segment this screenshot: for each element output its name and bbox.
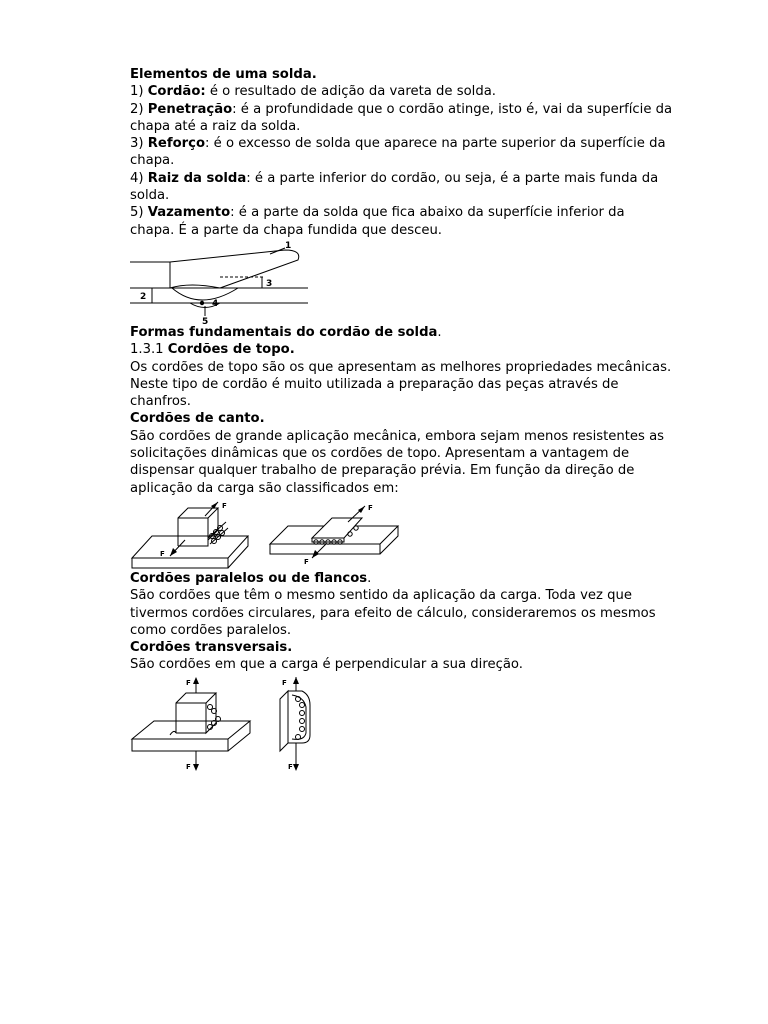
- force-label: F: [222, 501, 227, 510]
- force-label: F: [368, 503, 373, 512]
- figure-label-2: 2: [140, 291, 147, 302]
- force-label: F: [186, 762, 191, 771]
- figure-label-5: 5: [202, 316, 209, 324]
- paragraph-topo-line-1: Os cordões de topo são os que apresentam as melhores propriedades mecânicas.: [130, 359, 672, 375]
- section-title-elementos: Elementos de uma solda.: [130, 67, 317, 82]
- list-item-vazamento-cont: chapa. É a parte da chapa fundida que desceu.: [130, 222, 442, 238]
- subsection-title-paralelos: Cordões paralelos ou de flancos.: [130, 570, 372, 586]
- paragraph-canto-line-3: dispensar qualquer trabalho de preparação prévia. Em função da direção de: [130, 463, 635, 479]
- paragraph-topo-line-2: Neste tipo de cordão é muito utilizada a preparação das peças através de: [130, 376, 619, 392]
- paragraph-topo-line-3: chanfros.: [130, 394, 191, 410]
- figure-label-4: 4: [212, 298, 219, 309]
- document-page: [130, 66, 730, 773]
- subsection-title-transversais: Cordões transversais.: [130, 640, 293, 656]
- list-item-reforco: 3) Reforço: é o excesso de solda que aparece na parte superior da superfície da: [130, 136, 666, 152]
- list-item-penetracao: 2) Penetração: é a profundidade que o cordão atinge, isto é, vai da superfície da: [130, 101, 673, 117]
- fillet-weld-load-diagram: [130, 500, 400, 570]
- paragraph-paralelos-line-2: tivermos cordões circulares, para efeito de cálculo, consideraremos os mesmos: [130, 605, 656, 621]
- figure-label-1: 1: [285, 240, 292, 251]
- force-arrow-icon: [193, 677, 199, 684]
- force-label: F: [304, 557, 309, 566]
- force-arrow-icon: [293, 677, 299, 684]
- force-arrow-icon: [193, 764, 199, 771]
- list-item-penetracao-cont: chapa até a raiz da solda.: [130, 118, 301, 134]
- list-item-raiz: 4) Raiz da solda: é a parte inferior do cordão, ou seja, é a parte mais funda da: [130, 170, 659, 186]
- root-point-icon: [200, 301, 204, 305]
- paragraph-canto-line-4: aplicação da carga são classificados em:: [130, 480, 399, 496]
- paragraph-transversais-line-1: São cordões em que a carga é perpendicular a sua direção.: [130, 657, 523, 673]
- transverse-weld-load-diagram: [130, 677, 330, 773]
- paragraph-canto-line-2: solicitações dinâmicas que os cordões de topo. Apresentam a vantagem de: [130, 446, 630, 462]
- list-item-cordao: 1) Cordão: é o resultado de adição da vareta de solda.: [130, 84, 496, 100]
- force-label: F: [160, 549, 165, 558]
- list-item-vazamento: 5) Vazamento: é a parte da solda que fica abaixo da superfície inferior da: [130, 205, 625, 221]
- section-title-formas: Formas fundamentais do cordão de solda.: [130, 324, 442, 340]
- subsection-title-canto: Cordões de canto.: [130, 411, 265, 427]
- weld-elements-diagram: [130, 240, 310, 324]
- force-arrow-icon: [293, 764, 299, 771]
- paragraph-canto-line-1: São cordões de grande aplicação mecânica, embora sejam menos resistentes as: [130, 428, 665, 444]
- paragraph-paralelos-line-3: como cordões paralelos.: [130, 622, 292, 638]
- list-item-reforco-cont: chapa.: [130, 153, 175, 169]
- subsection-title-topo: 1.3.1 Cordões de topo.: [130, 342, 295, 358]
- figure-label-3: 3: [266, 278, 273, 289]
- paragraph-paralelos-line-1: São cordões que têm o mesmo sentido da aplicação da carga. Toda vez que: [130, 588, 632, 604]
- list-item-raiz-cont: solda.: [130, 188, 170, 204]
- force-label: F: [282, 678, 287, 687]
- force-label: F: [186, 678, 191, 687]
- force-label: F: [288, 762, 293, 771]
